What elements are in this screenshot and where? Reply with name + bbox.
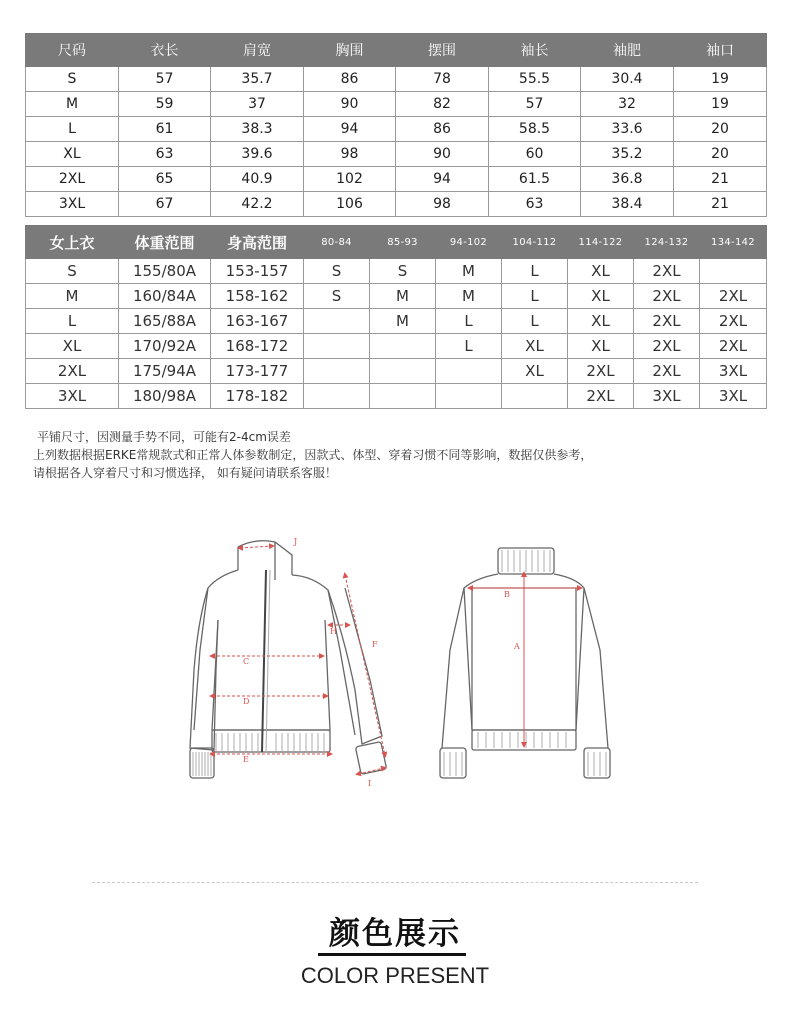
table-cell: XL (568, 259, 634, 284)
table-cell (502, 384, 568, 409)
note-line: 上列数据根据ERKE常规款式和正常人体参数制定，因款式、体型、穿着习惯不同等影响，数据仅供参考， (33, 448, 593, 462)
header-chest-range: 94-102 (436, 226, 502, 259)
table-cell: M (370, 309, 436, 334)
table-cell (304, 384, 370, 409)
table-cell (370, 334, 436, 359)
table-cell: 94 (396, 167, 489, 192)
note-line: 平铺尺寸，因测量手势不同，可能有2-4cm误差 (37, 430, 291, 444)
table-cell: 2XL (634, 334, 700, 359)
note-line: 请根据各人穿着尺寸和习惯选择， 如有疑问请联系客服！ (33, 466, 337, 480)
table-cell: 2XL (634, 284, 700, 309)
table-cell: 37 (211, 92, 304, 117)
size-chart-header-row (26, 34, 767, 67)
table-cell: M (370, 284, 436, 309)
table-cell (370, 384, 436, 409)
measure-label-d: D (243, 697, 250, 706)
header-hem: 摆围 (396, 34, 489, 67)
table-cell: L (26, 309, 119, 334)
table-cell: S (26, 67, 119, 92)
table-cell: 82 (396, 92, 489, 117)
table-cell: 90 (304, 92, 396, 117)
header-womens-top: 女上衣 (26, 226, 119, 259)
table-cell: 57 (119, 67, 211, 92)
table-cell: L (436, 309, 502, 334)
table-cell: 2XL (700, 334, 767, 359)
table-cell: 180/98A (119, 384, 211, 409)
table-cell: 59 (119, 92, 211, 117)
header-chest: 胸围 (304, 34, 396, 67)
table-cell: 3XL (26, 384, 119, 409)
table-cell: 170/92A (119, 334, 211, 359)
table-cell: XL (568, 334, 634, 359)
table-cell: 38.3 (211, 117, 304, 142)
header-chest-range: 134-142 (700, 226, 767, 259)
table-cell: 173-177 (211, 359, 304, 384)
header-length: 衣长 (119, 34, 211, 67)
table-cell: 2XL (26, 167, 119, 192)
table-cell: XL (26, 334, 119, 359)
color-section-title: 颜色展示 (329, 916, 461, 952)
table-cell: 2XL (26, 359, 119, 384)
table-row (26, 309, 767, 334)
table-cell: 32 (581, 92, 674, 117)
table-cell (700, 259, 767, 284)
table-cell: S (26, 259, 119, 284)
header-shoulder: 肩宽 (211, 34, 304, 67)
header-size: 尺码 (26, 34, 119, 67)
table-cell: 21 (674, 167, 767, 192)
womens-size-guide-table (25, 225, 767, 409)
table-cell: L (502, 309, 568, 334)
table-row (26, 92, 767, 117)
table-cell: 78 (396, 67, 489, 92)
table-cell: 35.2 (581, 142, 674, 167)
table-cell: 86 (396, 117, 489, 142)
table-cell: 168-172 (211, 334, 304, 359)
header-chest-range: 124-132 (634, 226, 700, 259)
header-chest-range: 104-112 (502, 226, 568, 259)
table-cell: 90 (396, 142, 489, 167)
table-cell: 40.9 (211, 167, 304, 192)
header-cuff: 袖口 (674, 34, 767, 67)
measure-label-h: H (330, 627, 337, 636)
table-cell: 57 (489, 92, 581, 117)
table-cell: 102 (304, 167, 396, 192)
table-row (26, 284, 767, 309)
table-cell (436, 359, 502, 384)
measure-label-a: A (514, 642, 520, 651)
table-cell: XL (502, 334, 568, 359)
table-row (26, 117, 767, 142)
table-cell: S (304, 259, 370, 284)
table-cell (304, 359, 370, 384)
table-row (26, 142, 767, 167)
table-cell: S (370, 259, 436, 284)
table-cell: 3XL (700, 359, 767, 384)
table-cell: L (502, 259, 568, 284)
table-cell: 106 (304, 192, 396, 217)
table-cell: 61 (119, 117, 211, 142)
table-cell: 2XL (568, 359, 634, 384)
table-cell: M (436, 284, 502, 309)
size-chart-table (25, 33, 767, 217)
table-cell: L (502, 284, 568, 309)
table-cell: 55.5 (489, 67, 581, 92)
table-cell: 39.6 (211, 142, 304, 167)
table-cell: 2XL (634, 309, 700, 334)
table-row (26, 384, 767, 409)
section-divider (92, 882, 698, 883)
table-cell: 58.5 (489, 117, 581, 142)
table-cell: 19 (674, 92, 767, 117)
table-cell: XL (502, 359, 568, 384)
table-cell: 158-162 (211, 284, 304, 309)
table-cell: 175/94A (119, 359, 211, 384)
table-cell (304, 309, 370, 334)
table-cell (304, 334, 370, 359)
table-cell: S (304, 284, 370, 309)
table-row (26, 167, 767, 192)
table-cell: M (26, 284, 119, 309)
table-cell: 2XL (700, 309, 767, 334)
table-cell: 33.6 (581, 117, 674, 142)
measure-label-c: C (243, 657, 250, 666)
table-cell: 63 (489, 192, 581, 217)
header-sleeve-length: 袖长 (489, 34, 581, 67)
header-chest-range: 80-84 (304, 226, 370, 259)
table-cell: 163-167 (211, 309, 304, 334)
table-cell: 2XL (700, 284, 767, 309)
table-cell: L (26, 117, 119, 142)
table-row (26, 259, 767, 284)
header-chest-range: 85-93 (370, 226, 436, 259)
table-cell: 65 (119, 167, 211, 192)
table-cell: 38.4 (581, 192, 674, 217)
table-cell: 3XL (26, 192, 119, 217)
header-height-range: 身高范围 (211, 226, 304, 259)
table-cell: 155/80A (119, 259, 211, 284)
table-cell: 20 (674, 117, 767, 142)
measure-label-e: E (243, 755, 249, 764)
table-row (26, 359, 767, 384)
header-chest-range: 114-122 (568, 226, 634, 259)
table-cell: XL (26, 142, 119, 167)
table-cell: 2XL (634, 259, 700, 284)
table-row (26, 192, 767, 217)
table-cell: 3XL (700, 384, 767, 409)
table-cell: 3XL (634, 384, 700, 409)
table-cell: M (26, 92, 119, 117)
jacket-measurement-diagram (180, 530, 620, 800)
table-cell: 60 (489, 142, 581, 167)
table-cell: 98 (396, 192, 489, 217)
table-cell: M (436, 259, 502, 284)
table-cell: 19 (674, 67, 767, 92)
table-cell: 36.8 (581, 167, 674, 192)
table-cell: 153-157 (211, 259, 304, 284)
table-cell: 63 (119, 142, 211, 167)
measure-label-b: B (504, 590, 510, 599)
table-cell: 165/88A (119, 309, 211, 334)
table-cell: 20 (674, 142, 767, 167)
table-cell: L (436, 334, 502, 359)
table-cell: 35.7 (211, 67, 304, 92)
table-cell: 67 (119, 192, 211, 217)
header-weight-range: 体重范围 (119, 226, 211, 259)
table-cell: XL (568, 284, 634, 309)
table-cell: 61.5 (489, 167, 581, 192)
color-section-subtitle: COLOR PRESENT (300, 963, 490, 988)
table-cell (370, 359, 436, 384)
measure-label-f: F (372, 640, 378, 649)
table-cell (436, 384, 502, 409)
table-cell: 2XL (568, 384, 634, 409)
table-cell: 86 (304, 67, 396, 92)
title-underline (318, 953, 466, 956)
table-row (26, 67, 767, 92)
womens-guide-header-row (26, 226, 767, 259)
table-cell: 30.4 (581, 67, 674, 92)
table-cell: 2XL (634, 359, 700, 384)
table-cell: 21 (674, 192, 767, 217)
table-cell: 178-182 (211, 384, 304, 409)
measurement-notes (33, 428, 592, 482)
table-cell: 42.2 (211, 192, 304, 217)
measure-label-i: I (368, 779, 372, 788)
table-row (26, 334, 767, 359)
table-cell: XL (568, 309, 634, 334)
measure-label-j: J (294, 537, 298, 546)
table-cell: 160/84A (119, 284, 211, 309)
header-sleeve-width: 袖肥 (581, 34, 674, 67)
table-cell: 94 (304, 117, 396, 142)
table-cell: 98 (304, 142, 396, 167)
back-jacket-illustration (440, 548, 610, 778)
